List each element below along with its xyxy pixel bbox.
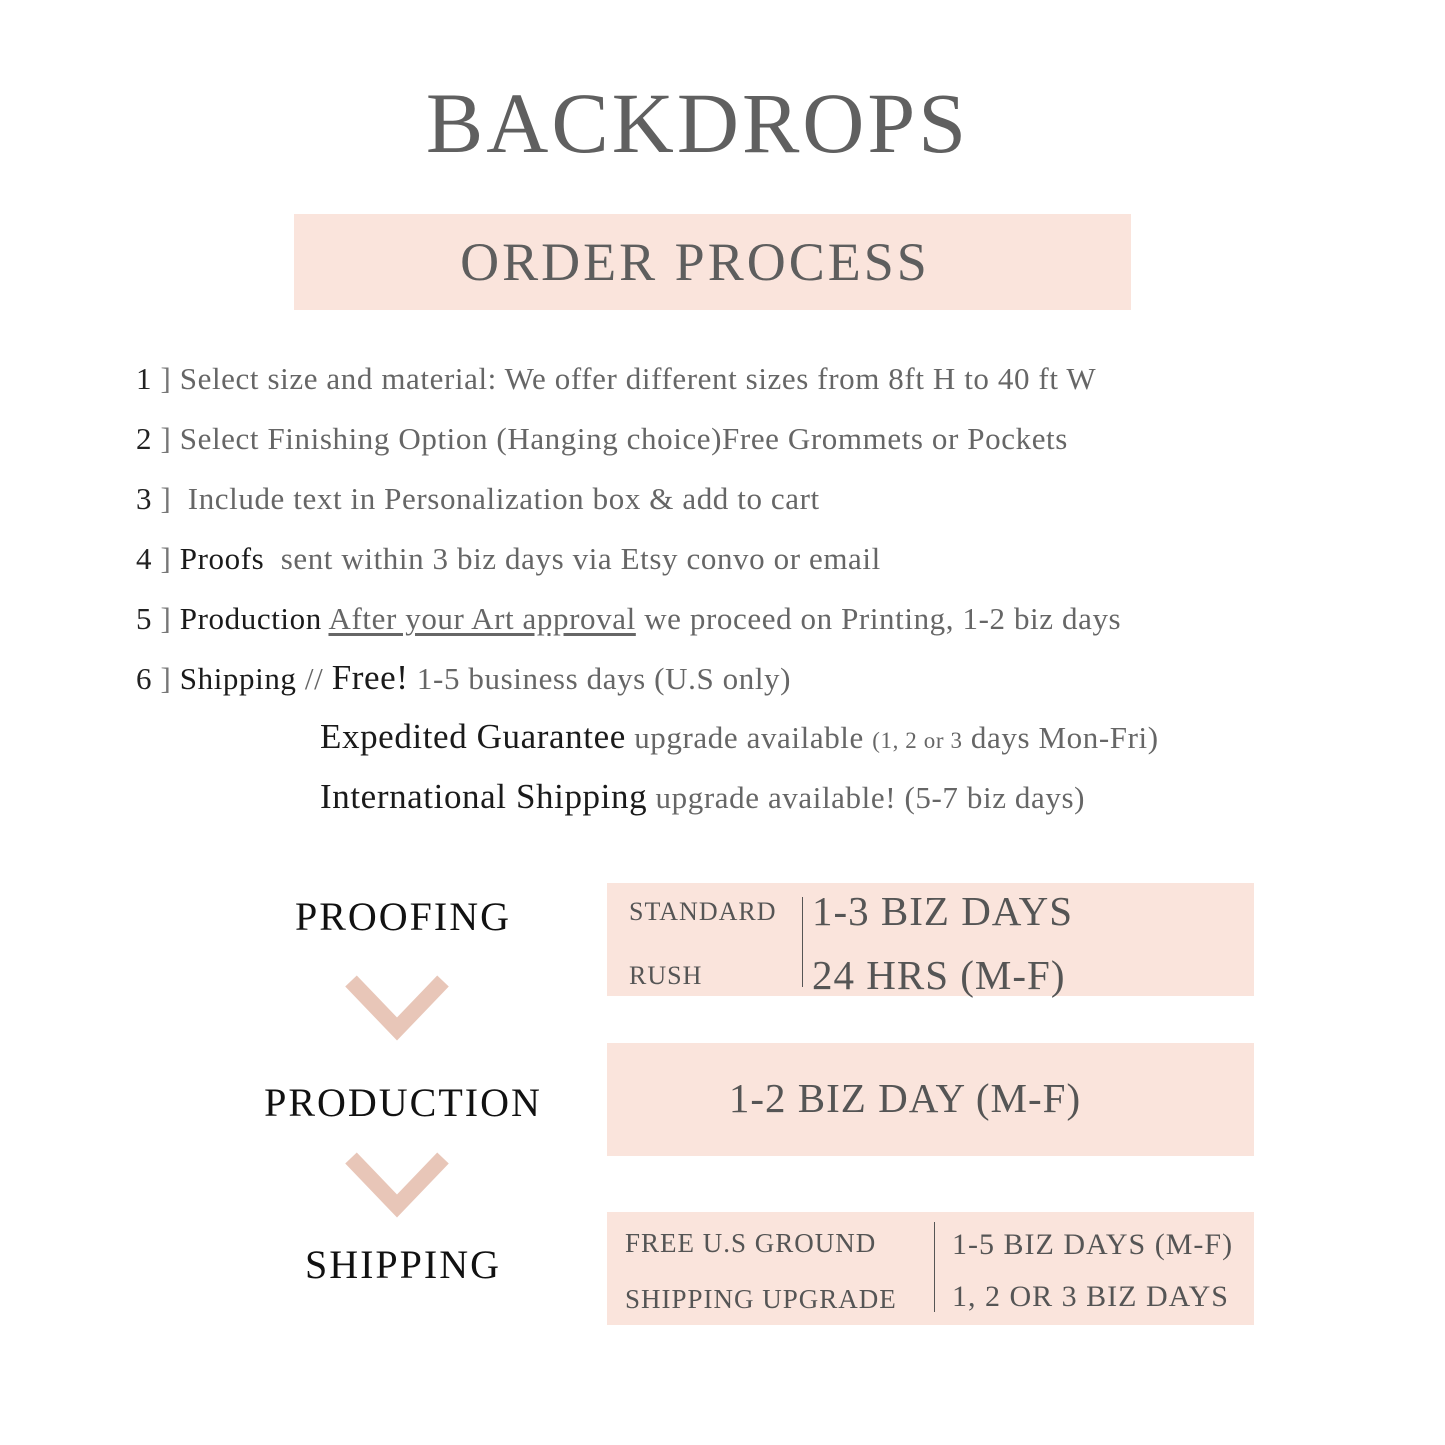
production-value: 1-2 BIZ DAY (M-F) <box>728 1075 1082 1121</box>
step-lead: Shipping <box>179 661 297 696</box>
rush-label: RUSH <box>629 961 703 990</box>
step-number: 6 <box>136 661 153 696</box>
step-number: 3 <box>136 481 153 516</box>
step-3 <box>136 483 820 514</box>
page-title: BACKDROPS <box>425 75 970 171</box>
expedited-line <box>320 719 1159 754</box>
standard-value: 1-3 BIZ DAYS <box>812 888 1074 934</box>
step-4 <box>136 543 881 574</box>
step-5 <box>136 603 1121 634</box>
step-bracket: ] <box>160 661 172 696</box>
step-text: Select Finishing Option (Hanging choice)Free Grommets or Pockets <box>179 421 1068 456</box>
step-text: 1-5 business days (U.S only) <box>416 661 792 696</box>
expedited-lead: Expedited Guarantee <box>320 717 626 756</box>
stage-shipping: SHIPPING <box>304 1242 502 1287</box>
free-ground-label: FREE U.S GROUND <box>625 1228 877 1258</box>
production-box <box>607 1043 1254 1156</box>
rush-value: 24 HRS (M-F) <box>812 952 1066 998</box>
step-text: sent within 3 biz days via Etsy convo or email <box>280 541 881 576</box>
step-6 <box>136 660 791 695</box>
step-separator: // <box>304 661 324 696</box>
step-lead: Production <box>179 601 322 636</box>
step-1 <box>136 363 1096 394</box>
step-number: 1 <box>136 361 153 396</box>
step-text: Select size and material: We offer different sizes from 8ft H to 40 ft W <box>179 361 1097 396</box>
standard-label: STANDARD <box>629 897 777 926</box>
step-bracket: ] <box>160 601 172 636</box>
step-bracket: ] <box>160 541 172 576</box>
free-label: Free! <box>331 658 409 697</box>
chevron-down-icon <box>345 1150 449 1218</box>
step-text: we proceed on Printing, 1-2 biz days <box>644 601 1122 636</box>
step-bracket: ] <box>160 421 172 456</box>
expedited-text: upgrade available <box>634 720 864 755</box>
step-2 <box>136 423 1068 454</box>
free-ground-value: 1-5 BIZ DAYS (M-F) <box>952 1228 1234 1261</box>
stage-production: PRODUCTION <box>264 1080 542 1125</box>
step-bracket: ] <box>160 481 172 516</box>
international-text: upgrade available! (5-7 biz days) <box>655 780 1086 815</box>
expedited-tail: days Mon-Fri) <box>970 720 1159 755</box>
shipping-upgrade-value: 1, 2 OR 3 BIZ DAYS <box>952 1280 1229 1313</box>
shipping-box <box>607 1212 1254 1325</box>
international-lead: International Shipping <box>320 777 648 816</box>
step-text: Include text in Personalization box & add to cart <box>187 481 820 516</box>
step-number: 2 <box>136 421 153 456</box>
shipping-divider <box>934 1222 935 1312</box>
step-number: 4 <box>136 541 153 576</box>
step-number: 5 <box>136 601 153 636</box>
order-process-heading: ORDER PROCESS <box>460 232 930 292</box>
chevron-down-icon <box>345 973 449 1041</box>
step-lead: Proofs <box>179 541 265 576</box>
art-approval-link[interactable]: After your Art approval <box>328 601 636 636</box>
step-bracket: ] <box>160 361 172 396</box>
stage-proofing: PROOFING <box>294 894 512 939</box>
proofing-box <box>607 883 1254 996</box>
international-line <box>320 779 1085 814</box>
proofing-divider <box>802 897 803 987</box>
expedited-days: (1, 2 or 3 <box>872 728 963 753</box>
shipping-upgrade-label: SHIPPING UPGRADE <box>625 1284 897 1314</box>
